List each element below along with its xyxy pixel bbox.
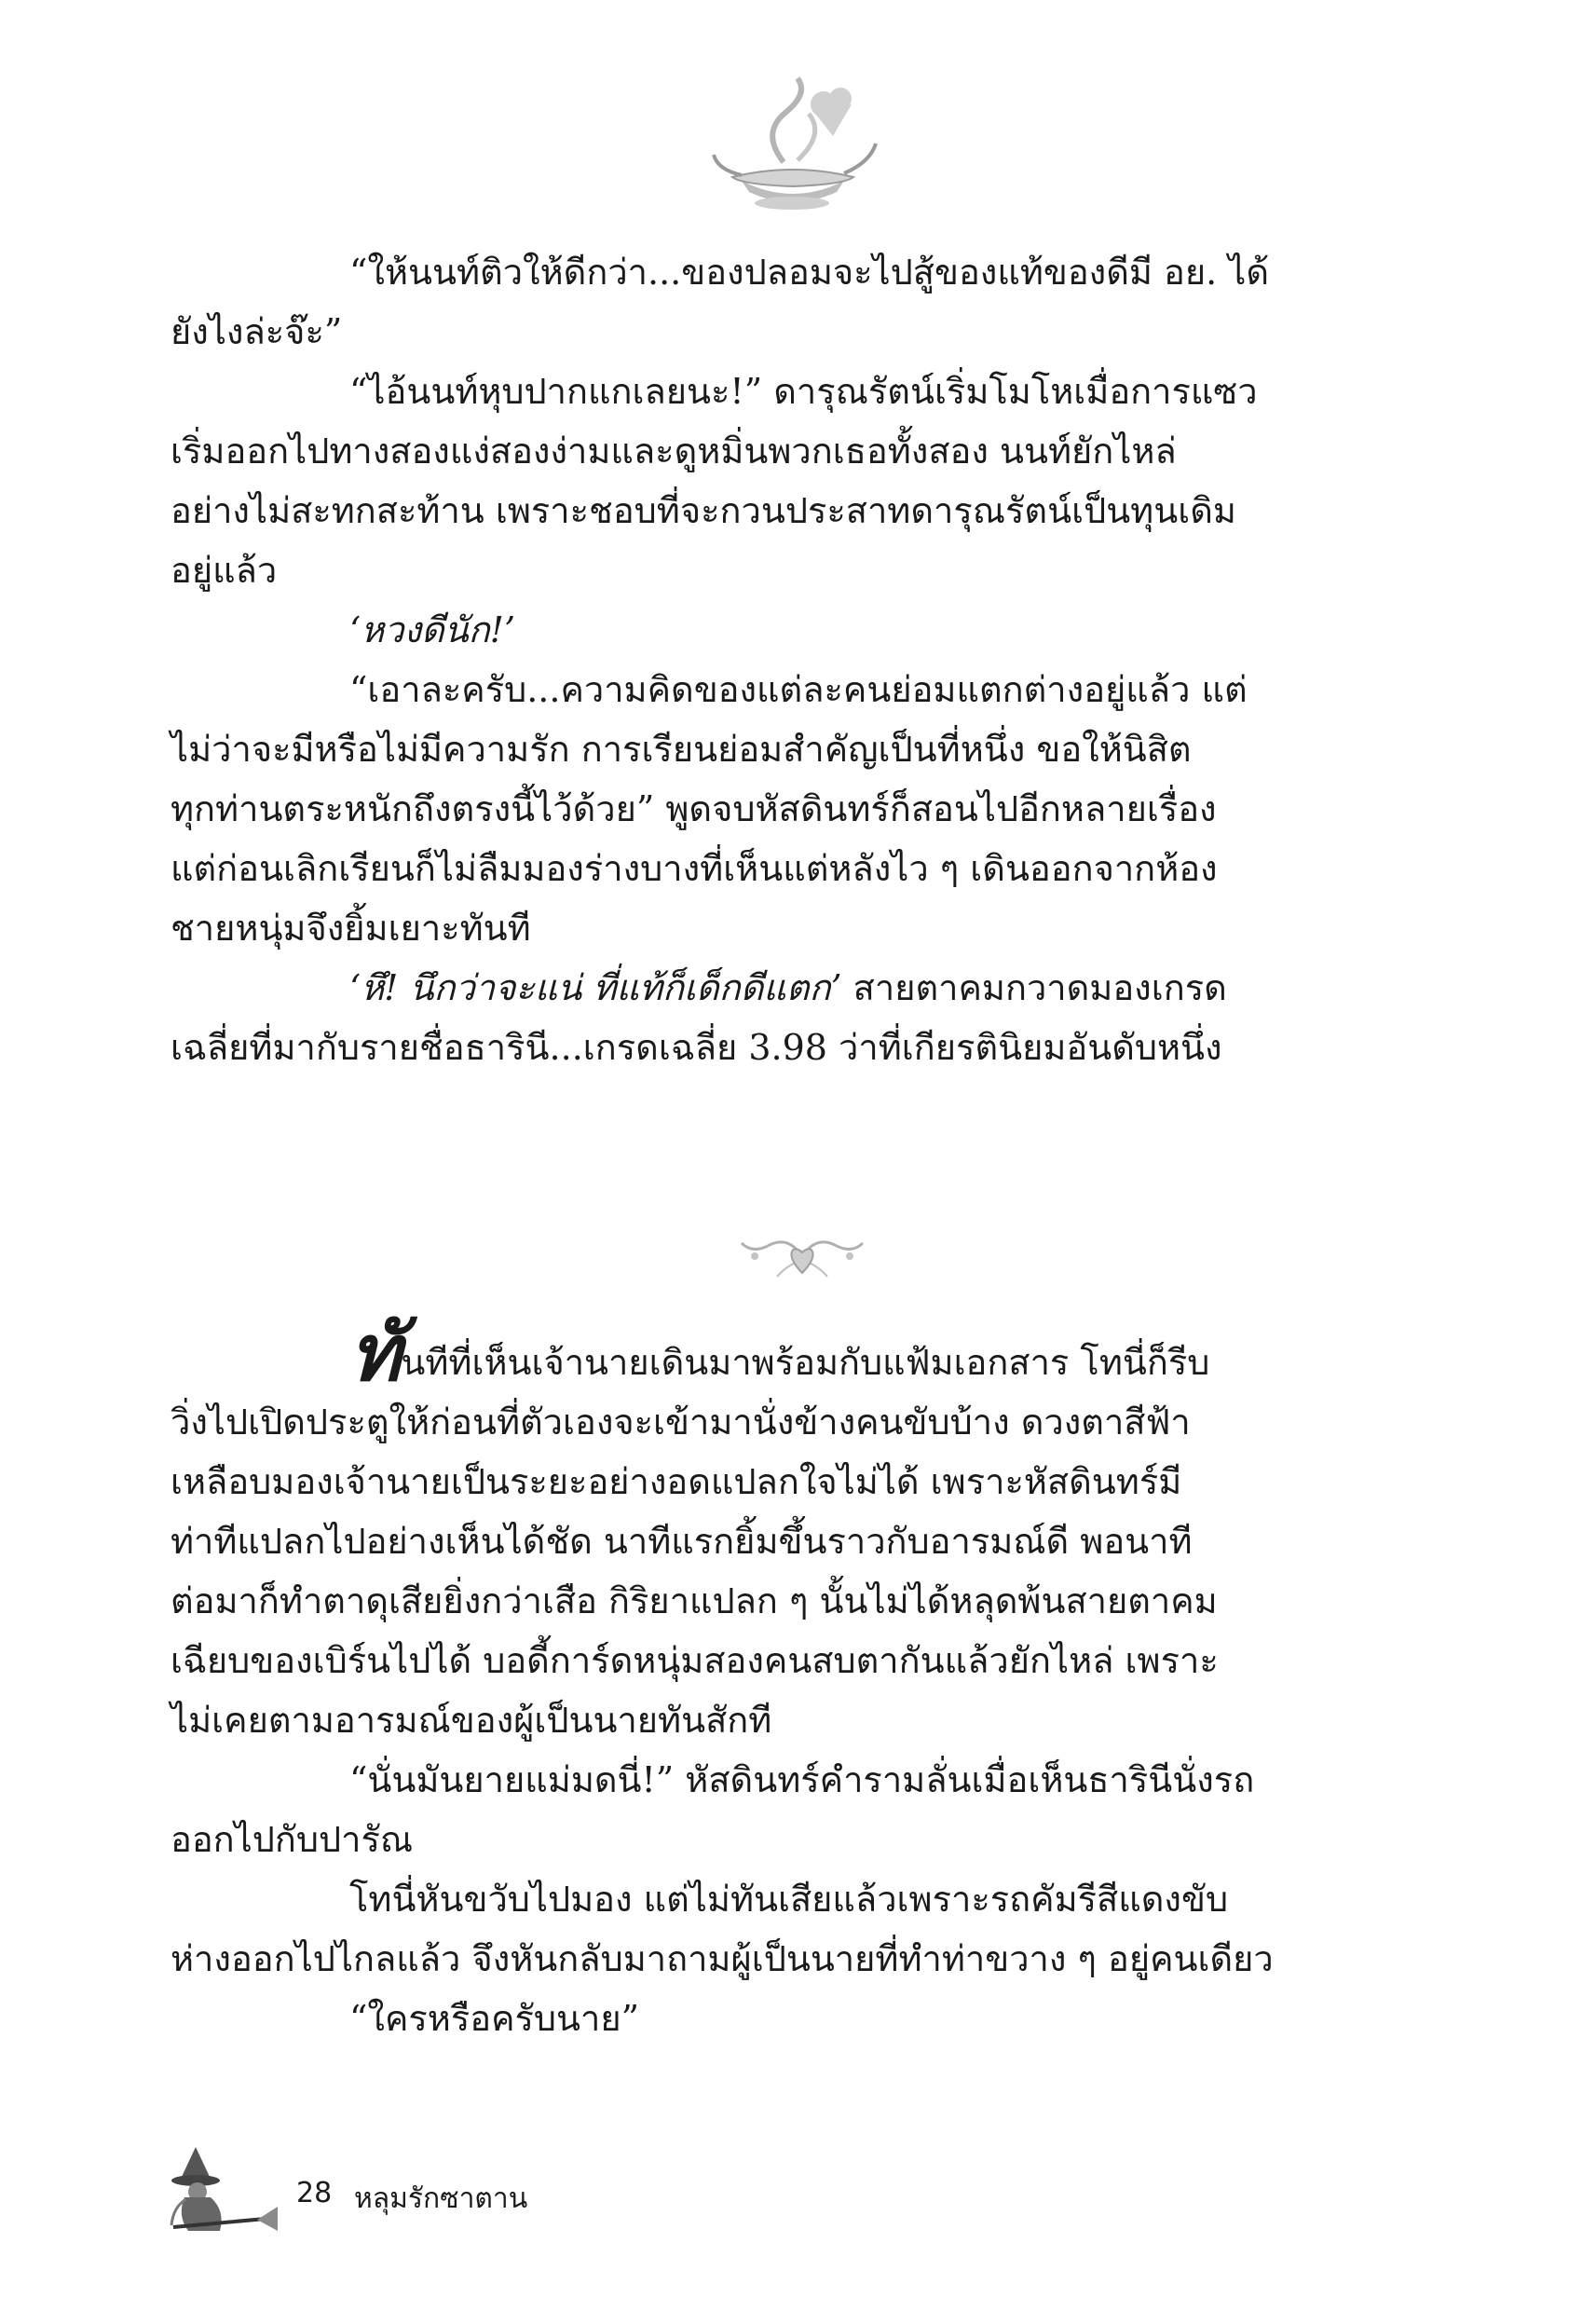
lamp-ornament-icon <box>704 76 881 216</box>
paragraph-line: “ให้นนท์ติวให้ดีกว่า...ของปลอมจะไปสู้ของแท้ของดีมี อย. ได้ <box>349 252 1270 293</box>
paragraph-line: ยังไงล่ะจ๊ะ” <box>171 311 343 352</box>
page-number: 28 <box>296 2177 333 2209</box>
line-rest: นทีที่เห็นเจ้านายเดินมาพร้อมกับแฟ้มเอกสาร โทนี่ก็รีบ <box>401 1342 1210 1383</box>
paragraph-line: ชายหนุ่มจึงยิ้มเยาะทันที <box>171 908 531 949</box>
paragraph-line: ออกไปกับปารัณ <box>171 1819 414 1860</box>
line-rest: สายตาคมกวาดมองเกรด <box>841 967 1227 1008</box>
paragraph-line: แต่ก่อนเลิกเรียนก็ไม่ลืมมองร่างบางที่เห็นแต่หลังไว ๆ เดินออกจากห้อง <box>171 848 1218 889</box>
paragraph-line: โทนี่หันขวับไปมอง แต่ไม่ทันเสียแล้วเพราะรถคัมรีสีแดงขับ <box>349 1879 1229 1920</box>
paragraph-line: “ใครหรือครับนาย” <box>349 1998 640 2039</box>
paragraph-line: วิ่งไปเปิดประตูให้ก่อนที่ตัวเองจะเข้ามานั่งข้างคนขับบ้าง ดวงตาสีฟ้า <box>171 1402 1191 1443</box>
flourish-divider-icon <box>732 1228 872 1293</box>
paragraph-line: ห่างออกไปไกลแล้ว จึงหันกลับมาถามผู้เป็นนายที่ทำท่าขวาง ๆ อยู่คนเดียว <box>171 1938 1274 1979</box>
paragraph-line: อยู่แล้ว <box>171 550 278 591</box>
paragraph-line: ต่อมาก็ทำตาดุเสียยิ่งกว่าเสือ กิริยาแปลก ๆ นั้นไม่ได้หลุดพ้นสายตาคม <box>171 1580 1218 1621</box>
book-title: หลุมรักซาตาน <box>354 2182 528 2215</box>
paragraph-line: “นั่นมันยายแม่มดนี่!” หัสดินทร์คำรามลั่นเมื่อเห็นธารินีนั่งรถ <box>349 1759 1255 1800</box>
witch-icon <box>168 2141 280 2244</box>
paragraph-line: ไม่เคยตามอารมณ์ของผู้เป็นนายทันสักที <box>171 1700 772 1741</box>
paragraph-line: เฉลี่ยที่มากับรายชื่อธารินี...เกรดเฉลี่ย 3.98 ว่าที่เกียรตินิยมอันดับหนึ่ง <box>171 1027 1222 1068</box>
paragraph-line: อย่างไม่สะทกสะท้าน เพราะชอบที่จะกวนประสาทดารุณรัตน์เป็นทุนเดิม <box>171 490 1236 531</box>
paragraph-line: เริ่มออกไปทางสองแง่สองง่ามและดูหมิ่นพวกเธอทั้งสอง นนท์ยักไหล่ <box>171 431 1177 472</box>
paragraph-line: ไม่ว่าจะมีหรือไม่มีความรัก การเรียนย่อมสำคัญเป็นที่หนึ่ง ขอให้นิสิต <box>171 729 1192 770</box>
paragraph-line-mixed <box>171 958 1363 1018</box>
page-footer <box>168 2141 913 2253</box>
text-section-2 <box>171 1306 1363 2048</box>
paragraph-line: ทุกท่านตระหนักถึงตรงนี้ไว้ด้วย” พูดจบหัสดินทร์ก็สอนไปอีกหลายเรื่อง <box>171 788 1217 829</box>
italic-thought: ‘หึ! นึกว่าจะแน่ ที่แท้ก็เด็กดีแตก’ <box>349 967 842 1008</box>
drop-cap: ทั <box>349 1306 402 1399</box>
paragraph-line: “เอาละครับ...ความคิดของแต่ละคนย่อมแตกต่างอยู่แล้ว แต่ <box>349 669 1248 710</box>
text-section-1 <box>171 242 1363 1077</box>
paragraph-line: เฉียบของเบิร์นไปได้ บอดี้การ์ดหนุ่มสองคนสบตากันแล้วยักไหล่ เพราะ <box>171 1640 1219 1681</box>
paragraph-line: “ไอ้นนท์หุบปากแกเลยนะ!” ดารุณรัตน์เริ่มโมโหเมื่อการแซว <box>349 371 1258 412</box>
paragraph-line-dropcap <box>171 1306 1363 1399</box>
paragraph-line: ท่าทีแปลกไปอย่างเห็นได้ชัด นาทีแรกยิ้มขึ้นราวกับอารมณ์ดี พอนาที <box>171 1521 1193 1562</box>
italic-thought-line: ‘หวงดีนัก!’ <box>349 609 516 650</box>
paragraph-line: เหลือบมองเจ้านายเป็นระยะอย่างอดแปลกใจไม่ได้ เพราะหัสดินทร์มี <box>171 1461 1182 1502</box>
